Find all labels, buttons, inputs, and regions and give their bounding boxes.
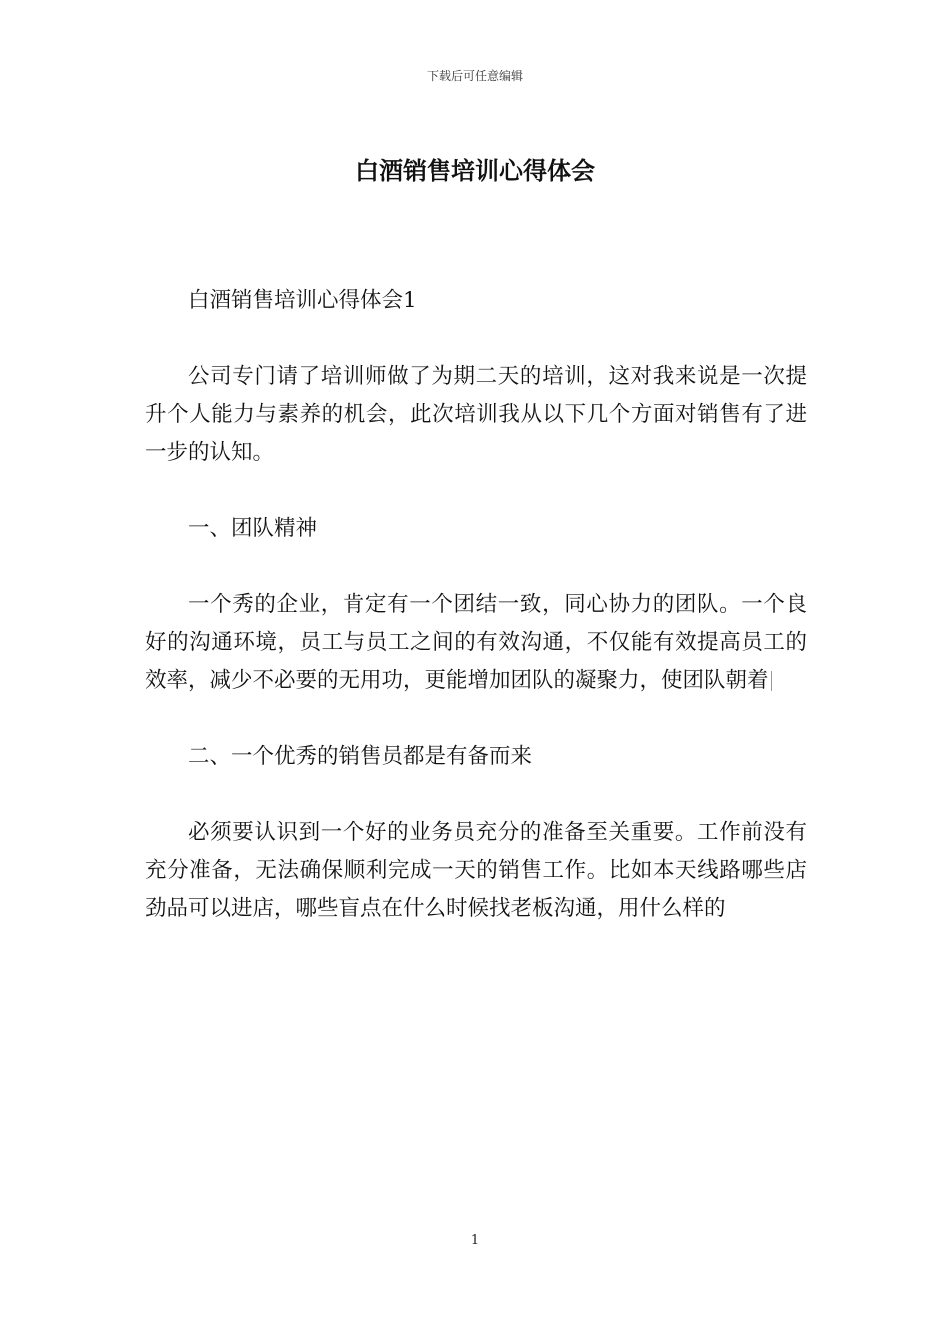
document-title: 白酒销售培训心得体会 — [355, 156, 595, 185]
section-heading-team-spirit: 一、团队精神 — [188, 516, 318, 541]
page-header-note: 下载后可任意编辑 — [426, 69, 523, 83]
team-spirit-paragraph[interactable] — [145, 586, 807, 700]
team-spirit-text: 一个秀的企业，肯定有一个团结一致，同心协力的团队。一个良好的沟通环境，员工与员工之间的有效沟通，不仅能有效提高员工的效率，减少不必要的无用功，更能增加团队的凝聚力，使团队朝着 — [145, 592, 807, 693]
text-cursor — [771, 671, 772, 691]
document-body — [145, 282, 807, 966]
section-subtitle: 白酒销售培训心得体会1 — [188, 288, 417, 313]
preparation-paragraph: 必须要认识到一个好的业务员充分的准备至关重要。工作前没有充分准备，无法确保顺利完成一天的销售工作。比如本天线路哪些店劲品可以进店，哪些盲点在什么时候找老板沟通，用什么样的 — [145, 820, 807, 921]
intro-paragraph: 公司专门请了培训师做了为期二天的培训，这对我来说是一次提升个人能力与素养的机会，此次培训我从以下几个方面对销售有了进一步的认知。 — [145, 364, 807, 465]
page-number: 1 — [470, 1233, 480, 1248]
section-heading-preparation: 二、一个优秀的销售员都是有备而来 — [188, 744, 533, 769]
